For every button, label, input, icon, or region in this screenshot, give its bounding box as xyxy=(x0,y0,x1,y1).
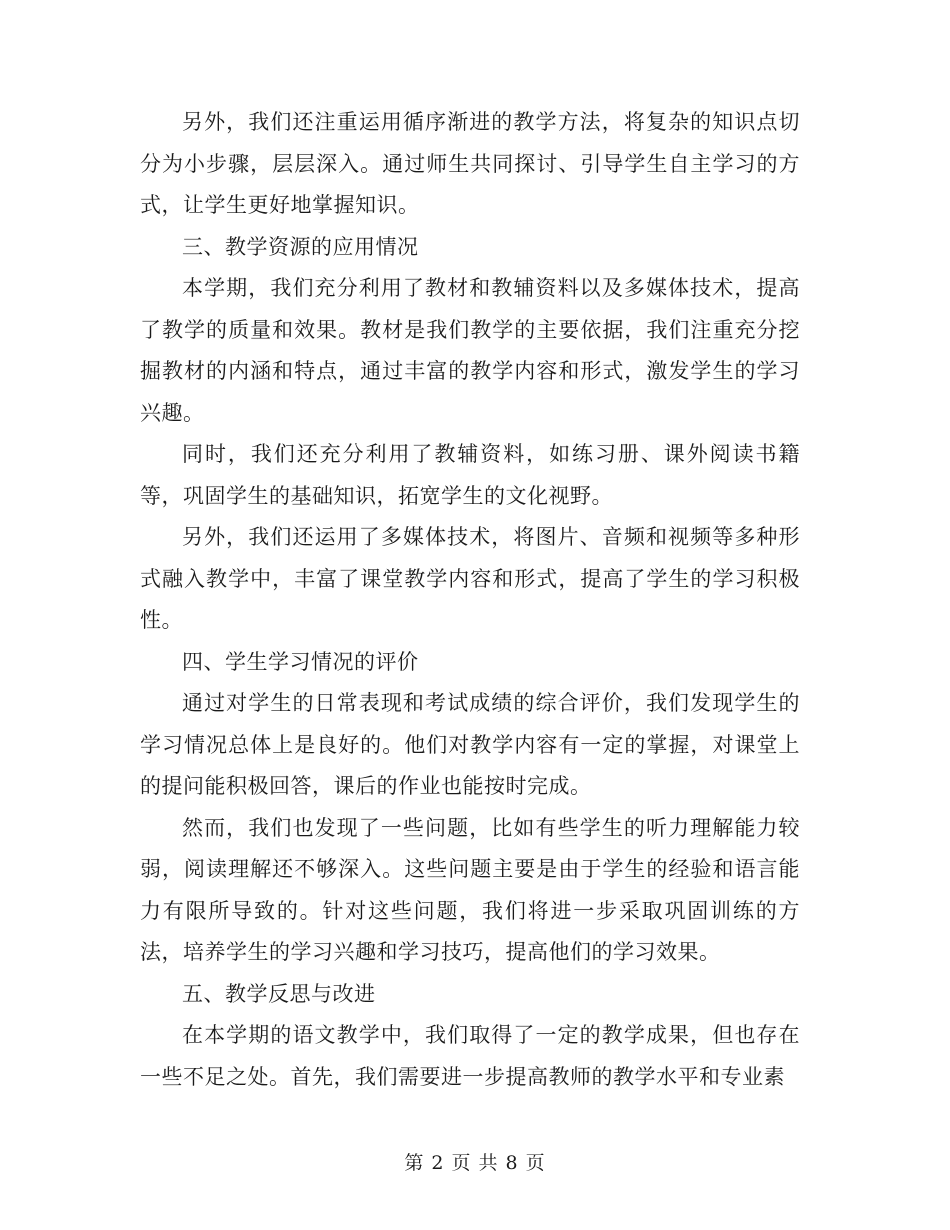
section-heading: 四、学生学习情况的评价 xyxy=(182,649,419,674)
section-heading: 三、教学资源的应用情况 xyxy=(182,234,419,259)
paragraph: 然而，我们也发现了一些问题，比如有些学生的听力理解能力较弱，阅读理解还不够深入。这些问题主要是由于学生的经验和语言能力有限所导致的。针对这些问题，我们将进一步采取巩固训练的方法，培养学生的学习兴趣和学习技巧，提高他们的学习效果。 xyxy=(140,815,800,964)
paragraph: 另外，我们还注重运用循序渐进的教学方法，将复杂的知识点切分为小步骤，层层深入。通过师生共同探讨、引导学生自主学习的方式，让学生更好地掌握知识。 xyxy=(140,110,800,217)
document-body xyxy=(140,102,800,1098)
paragraph: 在本学期的语文教学中，我们取得了一定的教学成果，但也存在一些不足之处。首先，我们需要进一步提高教师的教学水平和专业素 xyxy=(140,1023,800,1089)
paragraph: 本学期，我们充分利用了教材和教辅资料以及多媒体技术，提高了教学的质量和效果。教材是我们教学的主要依据，我们注重充分挖掘教材的内涵和特点，通过丰富的教学内容和形式，激发学生的学习兴趣。 xyxy=(140,276,800,425)
page-number-footer: 第 2 页 共 8 页 xyxy=(404,1152,546,1174)
paragraph: 另外，我们还运用了多媒体技术，将图片、音频和视频等多种形式融入教学中，丰富了课堂教学内容和形式，提高了学生的学习积极性。 xyxy=(140,525,800,632)
paragraph: 通过对学生的日常表现和考试成绩的综合评价，我们发现学生的学习情况总体上是良好的。他们对教学内容有一定的掌握，对课堂上的提问能积极回答，课后的作业也能按时完成。 xyxy=(140,691,800,798)
section-heading: 五、教学反思与改进 xyxy=(182,981,376,1006)
paragraph: 同时，我们还充分利用了教辅资料，如练习册、课外阅读书籍等，巩固学生的基础知识，拓宽学生的文化视野。 xyxy=(140,442,800,508)
